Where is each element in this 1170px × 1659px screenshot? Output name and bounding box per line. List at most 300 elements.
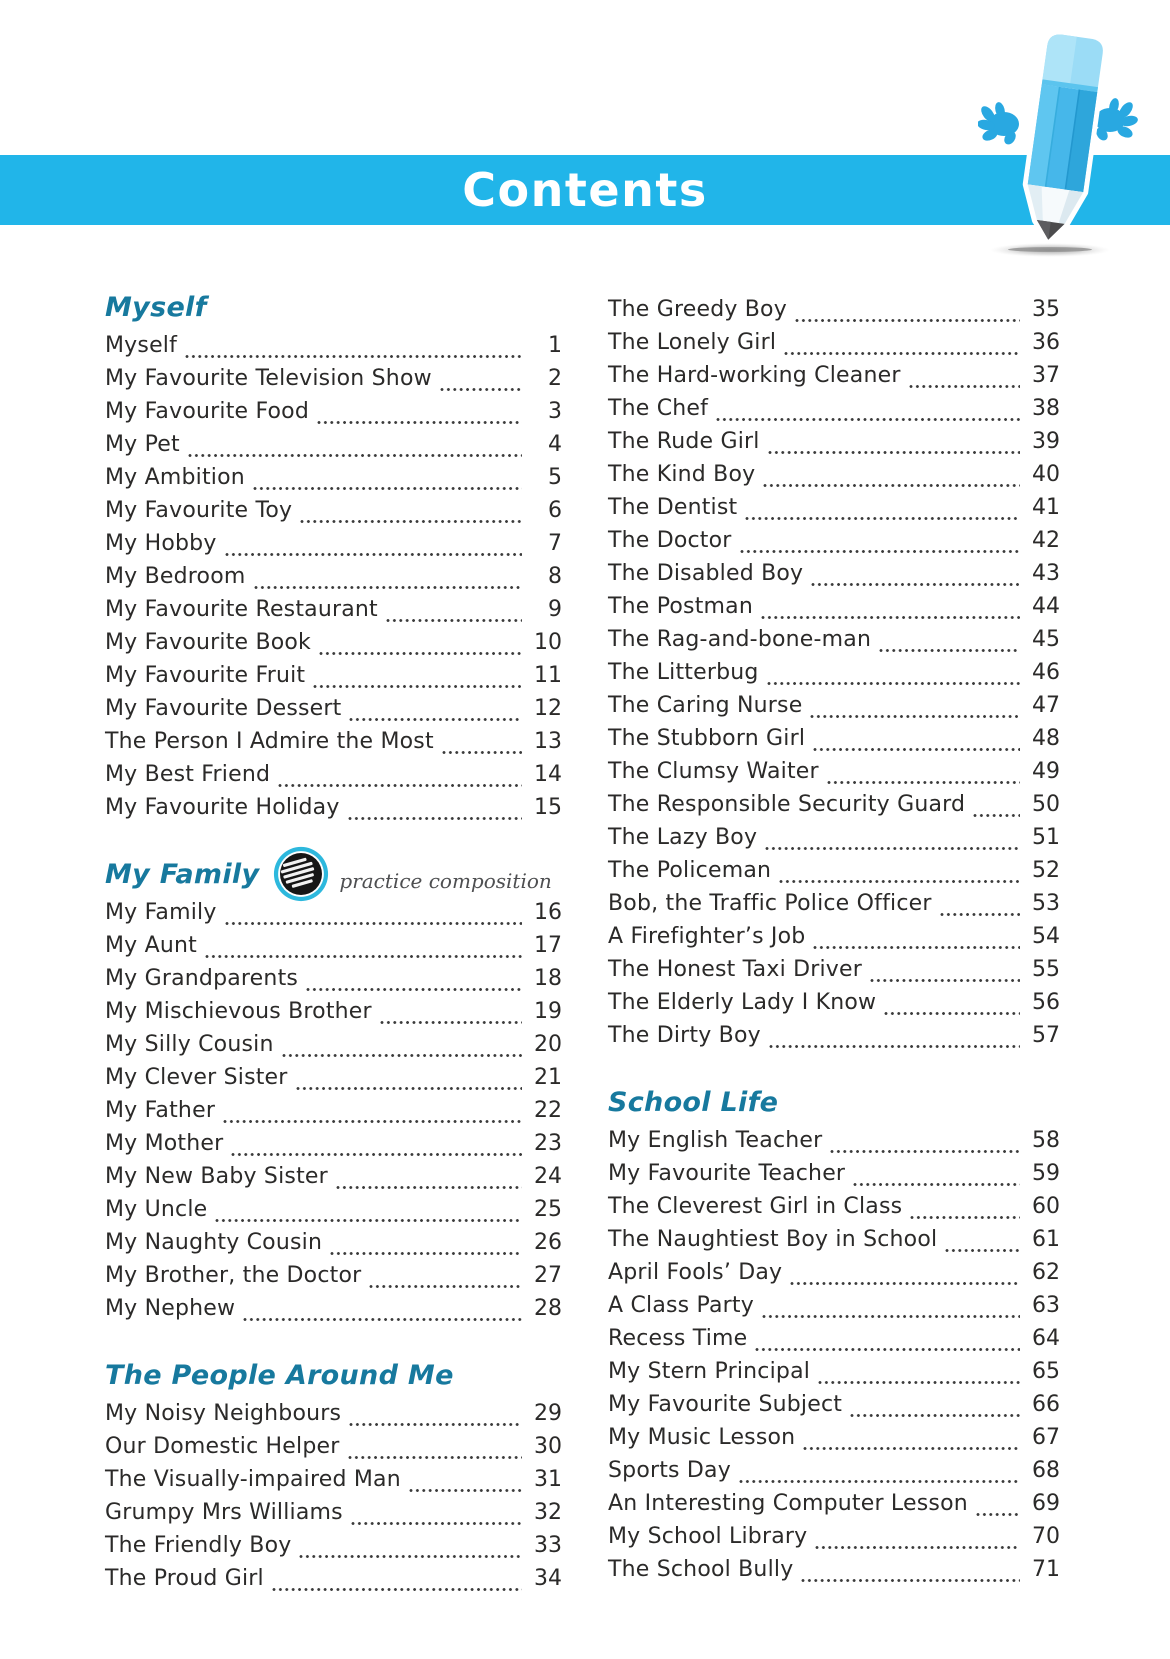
toc-leader-dots: [740, 549, 1020, 554]
toc-item-title: My Father: [105, 1098, 216, 1123]
toc-item: [105, 696, 562, 729]
toc-leader-dots: [827, 780, 1020, 785]
toc-leader-dots: [231, 1152, 522, 1157]
toc-item-page: 41: [1032, 495, 1060, 520]
section-title: My Family: [105, 858, 260, 890]
toc-item: [105, 465, 562, 498]
toc-leader-dots: [243, 1317, 522, 1322]
toc-section: [608, 287, 1060, 1056]
toc-item-page: 26: [534, 1230, 562, 1255]
toc-item: [608, 1524, 1060, 1557]
toc-item-title: The Responsible Security Guard: [608, 792, 966, 817]
toc-item-title: The Elderly Lady I Know: [608, 990, 877, 1015]
toc-leader-dots: [440, 387, 522, 392]
toc-item-title: My Hobby: [105, 531, 217, 556]
toc-item-title: My Favourite Television Show: [105, 366, 432, 391]
section-header: [105, 854, 562, 894]
toc-item-page: 65: [1032, 1359, 1060, 1384]
toc-item-title: My Noisy Neighbours: [105, 1401, 342, 1426]
toc-item: [105, 1263, 562, 1296]
toc-item: [608, 429, 1060, 462]
toc-item: [608, 660, 1060, 693]
toc-item-title: My Favourite Book: [105, 630, 311, 655]
toc-item: [608, 957, 1060, 990]
section-title: The People Around Me: [105, 1359, 454, 1391]
toc-item: [608, 1491, 1060, 1524]
toc-leader-dots: [380, 1020, 522, 1025]
toc-item-page: 57: [1032, 1023, 1060, 1048]
section-header: [608, 1082, 1060, 1122]
toc-item: [105, 399, 562, 432]
toc-item: [608, 297, 1060, 330]
toc-leader-dots: [761, 615, 1020, 620]
toc-item-page: 28: [534, 1296, 562, 1321]
toc-leader-dots: [879, 648, 1020, 653]
toc-item: [105, 630, 562, 663]
toc-item-page: 14: [534, 762, 562, 787]
page-title: Contents: [462, 163, 708, 217]
toc-leader-dots: [348, 1455, 523, 1460]
toc-leader-dots: [945, 1248, 1020, 1253]
toc-leader-dots: [223, 1119, 522, 1124]
toc-item-page: 59: [1032, 1161, 1060, 1186]
toc-leader-dots: [351, 1521, 522, 1526]
toc-item-page: 23: [534, 1131, 562, 1156]
toc-leader-dots: [830, 1149, 1020, 1154]
toc-item-page: 67: [1032, 1425, 1060, 1450]
toc-item: [608, 792, 1060, 825]
toc-leader-dots: [282, 1053, 522, 1058]
toc-item: [105, 933, 562, 966]
toc-leader-dots: [745, 516, 1020, 521]
toc-leader-dots: [317, 420, 522, 425]
toc-item: [608, 1128, 1060, 1161]
toc-item: [105, 1296, 562, 1329]
toc-item-page: 8: [548, 564, 562, 589]
toc-item: [105, 1566, 562, 1599]
toc-leader-dots: [272, 1587, 522, 1592]
toc-item-page: 18: [534, 966, 562, 991]
toc-item: [608, 990, 1060, 1023]
toc-item-page: 38: [1032, 396, 1060, 421]
toc-item-page: 53: [1032, 891, 1060, 916]
toc-item-page: 21: [534, 1065, 562, 1090]
toc-item-page: 2: [548, 366, 562, 391]
toc-leader-dots: [973, 813, 1020, 818]
toc-leader-dots: [306, 987, 522, 992]
toc-item-title: My Best Friend: [105, 762, 271, 787]
toc-item: [105, 1467, 562, 1500]
toc-item-title: My Favourite Fruit: [105, 663, 306, 688]
toc-item-title: The Friendly Boy: [105, 1533, 292, 1558]
toc-leader-dots: [813, 945, 1020, 950]
toc-item: [105, 432, 562, 465]
toc-item: [608, 1227, 1060, 1260]
toc-item-page: 5: [548, 465, 562, 490]
toc-item-page: 51: [1032, 825, 1060, 850]
toc-item: [608, 1425, 1060, 1458]
toc-item-title: The Dentist: [608, 495, 738, 520]
toc-item-title: My Favourite Food: [105, 399, 309, 424]
toc-item-title: My Family: [105, 900, 217, 925]
toc-item-title: The Proud Girl: [105, 1566, 264, 1591]
practice-composition-label: practice composition: [339, 869, 552, 893]
toc-item: [608, 1293, 1060, 1326]
toc-item-page: 6: [548, 498, 562, 523]
toc-leader-dots: [188, 453, 522, 458]
toc-item-page: 29: [534, 1401, 562, 1426]
toc-item: [608, 1359, 1060, 1392]
section-title: School Life: [608, 1086, 779, 1118]
toc-leader-dots: [853, 1182, 1020, 1187]
toc-column-right: [608, 287, 1060, 1590]
toc-item-page: 48: [1032, 726, 1060, 751]
toc-item: [608, 825, 1060, 858]
toc-item-page: 71: [1032, 1557, 1060, 1582]
toc-item-page: 58: [1032, 1128, 1060, 1153]
toc-section: [105, 287, 562, 828]
toc-item-page: 50: [1032, 792, 1060, 817]
toc-item: [608, 561, 1060, 594]
toc-item-page: 46: [1032, 660, 1060, 685]
toc-item-title: The Greedy Boy: [608, 297, 787, 322]
toc-item: [105, 1065, 562, 1098]
toc-item: [105, 333, 562, 366]
toc-item-page: 34: [534, 1566, 562, 1591]
toc-item: [105, 1533, 562, 1566]
toc-item: [608, 1260, 1060, 1293]
toc-leader-dots: [313, 684, 522, 689]
toc-leader-dots: [769, 1044, 1020, 1049]
toc-item-page: 60: [1032, 1194, 1060, 1219]
toc-item: [105, 531, 562, 564]
toc-item: [105, 1164, 562, 1197]
toc-item-title: My New Baby Sister: [105, 1164, 328, 1189]
toc-leader-dots: [369, 1284, 522, 1289]
toc-item-title: The Lonely Girl: [608, 330, 777, 355]
toc-item-title: My Nephew: [105, 1296, 236, 1321]
toc-item-title: Our Domestic Helper: [105, 1434, 340, 1459]
toc-item: [608, 726, 1060, 759]
toc-item: [608, 1023, 1060, 1056]
toc-item: [105, 1098, 562, 1131]
toc-item-page: 62: [1032, 1260, 1060, 1285]
toc-item-title: My School Library: [608, 1524, 808, 1549]
toc-leader-dots: [225, 921, 522, 926]
toc-leader-dots: [818, 1380, 1020, 1385]
toc-item-title: Grumpy Mrs Williams: [105, 1500, 343, 1525]
toc-item-title: The Dirty Boy: [608, 1023, 761, 1048]
toc-leader-dots: [349, 1422, 522, 1427]
toc-section: [608, 1082, 1060, 1590]
toc-item: [608, 891, 1060, 924]
toc-item-page: 37: [1032, 363, 1060, 388]
toc-item-page: 7: [548, 531, 562, 556]
toc-item-page: 42: [1032, 528, 1060, 553]
toc-item-page: 66: [1032, 1392, 1060, 1417]
toc-leader-dots: [768, 450, 1020, 455]
toc-leader-dots: [870, 978, 1020, 983]
toc-item-page: 69: [1032, 1491, 1060, 1516]
toc-item: [608, 858, 1060, 891]
section-header: [105, 287, 562, 327]
toc-item: [608, 330, 1060, 363]
toc-item-title: April Fools’ Day: [608, 1260, 783, 1285]
toc-item-title: Bob, the Traffic Police Officer: [608, 891, 932, 916]
toc-item-page: 1: [548, 333, 562, 358]
toc-item-title: The Kind Boy: [608, 462, 756, 487]
toc-leader-dots: [386, 618, 522, 623]
toc-item-title: The School Bully: [608, 1557, 794, 1582]
toc-item: [608, 693, 1060, 726]
toc-item-page: 15: [534, 795, 562, 820]
toc-item-page: 45: [1032, 627, 1060, 652]
toc-leader-dots: [330, 1251, 522, 1256]
toc-item: [608, 1326, 1060, 1359]
toc-item-title: Sports Day: [608, 1458, 731, 1483]
toc-leader-dots: [815, 1545, 1020, 1550]
section-header: [105, 1355, 562, 1395]
toc-leader-dots: [803, 1446, 1020, 1451]
toc-item-page: 70: [1032, 1524, 1060, 1549]
toc-item-title: My Mischievous Brother: [105, 999, 372, 1024]
toc-item-title: My Bedroom: [105, 564, 246, 589]
toc-item: [105, 999, 562, 1032]
toc-item-page: 68: [1032, 1458, 1060, 1483]
pencil-mascot-icon: [978, 28, 1142, 264]
toc-item-title: The Hard-working Cleaner: [608, 363, 901, 388]
toc-leader-dots: [940, 912, 1020, 917]
toc-item-title: My Silly Cousin: [105, 1032, 274, 1057]
toc-leader-dots: [215, 1218, 522, 1223]
toc-leader-dots: [763, 483, 1020, 488]
toc-item-title: My Favourite Toy: [105, 498, 293, 523]
toc-leader-dots: [784, 351, 1020, 356]
toc-leader-dots: [205, 954, 522, 959]
toc-item-title: The Chef: [608, 396, 709, 421]
toc-item: [608, 495, 1060, 528]
toc-item-page: 11: [534, 663, 562, 688]
toc-item-page: 33: [534, 1533, 562, 1558]
toc-item-title: The Postman: [608, 594, 753, 619]
toc-item: [105, 1197, 562, 1230]
toc-item-title: A Class Party: [608, 1293, 754, 1318]
toc-leader-dots: [755, 1347, 1020, 1352]
toc-item-title: My Ambition: [105, 465, 245, 490]
toc-leader-dots: [442, 750, 522, 755]
toc-item: [608, 1392, 1060, 1425]
toc-leader-dots: [299, 1554, 522, 1559]
toc-item-title: The Doctor: [608, 528, 732, 553]
toc-item: [608, 396, 1060, 429]
toc-leader-dots: [336, 1185, 522, 1190]
toc-item-page: 54: [1032, 924, 1060, 949]
toc-item-title: My Aunt: [105, 933, 197, 958]
toc-item-title: My Mother: [105, 1131, 224, 1156]
toc-item-page: 22: [534, 1098, 562, 1123]
toc-item-page: 24: [534, 1164, 562, 1189]
toc-item-title: My Favourite Restaurant: [105, 597, 378, 622]
toc-item: [608, 363, 1060, 396]
toc-item: [105, 729, 562, 762]
toc-item-page: 43: [1032, 561, 1060, 586]
toc-item: [105, 900, 562, 933]
toc-item: [105, 597, 562, 630]
toc-item-page: 49: [1032, 759, 1060, 784]
toc-item: [105, 1434, 562, 1467]
toc-section: [105, 1355, 562, 1599]
toc-leader-dots: [811, 582, 1020, 587]
toc-item: [105, 498, 562, 531]
toc-leader-dots: [884, 1011, 1020, 1016]
toc-item: [608, 1557, 1060, 1590]
toc-item: [105, 366, 562, 399]
toc-item-title: My Grandparents: [105, 966, 299, 991]
toc-item: [105, 564, 562, 597]
toc-item-title: The Honest Taxi Driver: [608, 957, 862, 982]
toc-leader-dots: [810, 714, 1020, 719]
toc-item: [608, 462, 1060, 495]
toc-item: [608, 1194, 1060, 1227]
toc-item-page: 25: [534, 1197, 562, 1222]
toc-leader-dots: [801, 1578, 1020, 1583]
toc-item-title: My Brother, the Doctor: [105, 1263, 362, 1288]
toc-item-title: My Uncle: [105, 1197, 208, 1222]
toc-item-page: 36: [1032, 330, 1060, 355]
toc-leader-dots: [910, 1215, 1020, 1220]
toc-item-page: 52: [1032, 858, 1060, 883]
toc-item-page: 19: [534, 999, 562, 1024]
toc-item-page: 30: [534, 1434, 562, 1459]
toc-item-page: 40: [1032, 462, 1060, 487]
toc-item-title: My English Teacher: [608, 1128, 823, 1153]
toc-item: [105, 663, 562, 696]
toc-item-title: The Clumsy Waiter: [608, 759, 819, 784]
toc-item-page: 4: [548, 432, 562, 457]
practice-composition-badge: [273, 846, 551, 902]
toc-item: [608, 1458, 1060, 1491]
toc-item-page: 56: [1032, 990, 1060, 1015]
toc-item-title: The Litterbug: [608, 660, 759, 685]
toc-item-title: The Stubborn Girl: [608, 726, 806, 751]
toc-item: [105, 966, 562, 999]
toc-item-title: The Person I Admire the Most: [105, 729, 434, 754]
toc-item-title: My Music Lesson: [608, 1425, 796, 1450]
toc-item-page: 32: [534, 1500, 562, 1525]
toc-leader-dots: [225, 552, 522, 557]
toc-item-title: Recess Time: [608, 1326, 748, 1351]
toc-item-page: 17: [534, 933, 562, 958]
toc-item-page: 27: [534, 1263, 562, 1288]
toc-leader-dots: [348, 816, 522, 821]
toc-item-title: My Pet: [105, 432, 180, 457]
toc-item-title: The Rag-and-bone-man: [608, 627, 872, 652]
toc-item-title: A Firefighter’s Job: [608, 924, 806, 949]
toc-item: [608, 924, 1060, 957]
toc-item-title: The Lazy Boy: [608, 825, 758, 850]
toc-leader-dots: [813, 747, 1020, 752]
toc-item-title: My Favourite Subject: [608, 1392, 843, 1417]
toc-leader-dots: [976, 1512, 1020, 1517]
practice-composition-badge-icon: [273, 846, 329, 902]
toc-item-page: 10: [534, 630, 562, 655]
toc-leader-dots: [790, 1281, 1020, 1286]
toc-item: [105, 795, 562, 828]
toc-item-title: My Favourite Dessert: [105, 696, 342, 721]
toc-item: [608, 1161, 1060, 1194]
toc-item-page: 12: [534, 696, 562, 721]
toc-leader-dots: [349, 717, 522, 722]
toc-item: [105, 762, 562, 795]
toc-item-title: My Naughty Cousin: [105, 1230, 323, 1255]
toc-leader-dots: [765, 846, 1020, 851]
toc-item-page: 44: [1032, 594, 1060, 619]
toc-item-title: The Rude Girl: [608, 429, 760, 454]
toc-leader-dots: [409, 1488, 522, 1493]
toc-item-title: My Favourite Teacher: [608, 1161, 846, 1186]
toc-leader-dots: [767, 681, 1020, 686]
toc-item-page: 16: [534, 900, 562, 925]
toc-item: [608, 759, 1060, 792]
toc-item-title: The Policeman: [608, 858, 772, 883]
toc-item-title: My Favourite Holiday: [105, 795, 340, 820]
toc-item-title: The Cleverest Girl in Class: [608, 1194, 903, 1219]
toc-leader-dots: [762, 1314, 1020, 1319]
toc-item-title: The Naughtiest Boy in School: [608, 1227, 938, 1252]
toc-item-page: 47: [1032, 693, 1060, 718]
toc-leader-dots: [296, 1086, 522, 1091]
toc-item: [105, 1500, 562, 1533]
toc-item-title: An Interesting Computer Lesson: [608, 1491, 968, 1516]
toc-item: [608, 627, 1060, 660]
toc-item-page: 3: [548, 399, 562, 424]
toc-item-page: 20: [534, 1032, 562, 1057]
toc-item-page: 64: [1032, 1326, 1060, 1351]
toc-item-page: 31: [534, 1467, 562, 1492]
toc-item: [105, 1401, 562, 1434]
toc-item: [608, 528, 1060, 561]
toc-item: [608, 594, 1060, 627]
toc-item-title: The Disabled Boy: [608, 561, 804, 586]
toc-item-page: 13: [534, 729, 562, 754]
toc-item-page: 61: [1032, 1227, 1060, 1252]
toc-leader-dots: [850, 1413, 1020, 1418]
toc-item-page: 55: [1032, 957, 1060, 982]
left-hand-icon: [978, 101, 1019, 146]
toc-item-page: 63: [1032, 1293, 1060, 1318]
toc-item: [105, 1230, 562, 1263]
toc-item-page: 39: [1032, 429, 1060, 454]
toc-leader-dots: [779, 879, 1020, 884]
toc-section: [105, 854, 562, 1329]
toc-item-title: My Clever Sister: [105, 1065, 288, 1090]
toc-leader-dots: [716, 417, 1020, 422]
toc-item: [105, 1032, 562, 1065]
toc-leader-dots: [185, 354, 522, 359]
toc-item-title: The Caring Nurse: [608, 693, 803, 718]
pencil-icon: [1021, 33, 1105, 244]
toc-leader-dots: [795, 318, 1020, 323]
toc-item-page: 9: [548, 597, 562, 622]
toc-item-title: Myself: [105, 333, 178, 358]
toc-item: [105, 1131, 562, 1164]
toc-leader-dots: [739, 1479, 1020, 1484]
toc-leader-dots: [319, 651, 522, 656]
toc-leader-dots: [253, 486, 522, 491]
toc-leader-dots: [909, 384, 1020, 389]
toc-item-title: My Stern Principal: [608, 1359, 811, 1384]
toc-leader-dots: [300, 519, 522, 524]
